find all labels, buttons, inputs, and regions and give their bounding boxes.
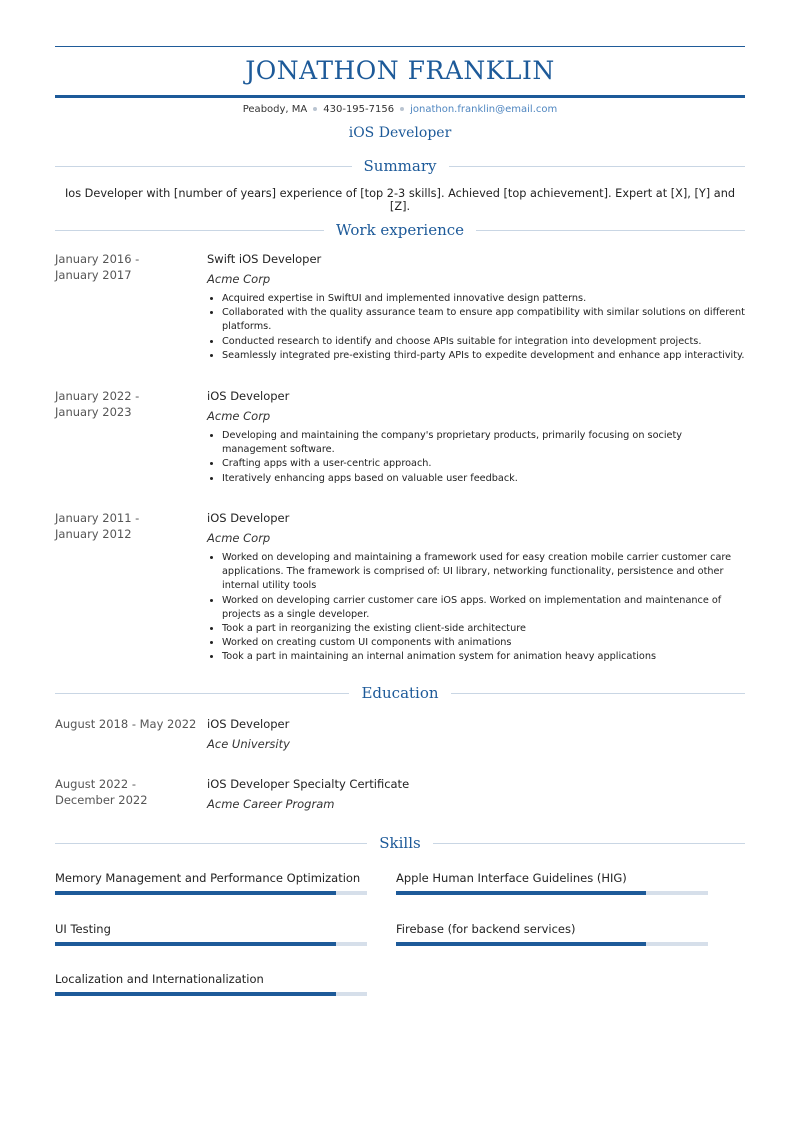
entry-company: Acme Corp: [207, 531, 271, 545]
contact-email-link[interactable]: jonathon.franklin@email.com: [410, 104, 558, 115]
skill-name: UI Testing: [55, 922, 111, 936]
section-title: Summary: [363, 157, 437, 175]
heading-rule-left: [55, 166, 352, 167]
section-title: Work experience: [335, 221, 465, 239]
bullet-item: • Acquired expertise in SwiftUI and implemented innovative design patterns.: [222, 292, 745, 306]
separator-dot: [313, 107, 317, 111]
entry-role: iOS Developer: [207, 389, 290, 403]
entry-bullets: [207, 551, 745, 665]
job-title: iOS Developer: [348, 125, 452, 141]
entry-date: [55, 251, 195, 283]
skill-item: [396, 870, 708, 895]
date-end: January 2017: [55, 268, 132, 282]
entry-bullets: [207, 292, 745, 363]
date-start: January 2011 -: [55, 511, 140, 525]
section-title: Education: [361, 684, 439, 702]
contact-phone: 430-195-7156: [323, 104, 395, 115]
heading-rule-right: [433, 843, 745, 844]
bullet-item: • Worked on developing carrier customer care iOS apps. Worked on implementation and maintenance of projects as a single developer.: [222, 594, 745, 622]
entry-body: [207, 510, 745, 665]
summary-section-heading: [55, 157, 745, 175]
skill-name: Firebase (for backend services): [396, 922, 576, 936]
entry-body: [207, 388, 745, 486]
bullet-item: • Took a part in reorganizing the existing client-side architecture: [222, 622, 745, 636]
skills-section-heading: [55, 834, 745, 852]
skill-item: [55, 870, 367, 895]
contact-line: [0, 104, 800, 115]
entry-body: [207, 776, 745, 812]
entry-role: Swift iOS Developer: [207, 252, 322, 266]
skill-level-fill: [55, 992, 336, 996]
entry-date: [55, 388, 195, 420]
bullet-item: • Collaborated with the quality assurance team to ensure app compatibility with similar solutions on different platforms.: [222, 306, 745, 334]
entry-body: [207, 251, 745, 363]
heading-rule-left: [55, 693, 349, 694]
skill-item: [55, 921, 367, 946]
entry-body: [207, 716, 745, 752]
summary-text: Ios Developer with [number of years] experience of [top 2-3 skills]. Achieved [top achievement]. Expert at [X], [Y] and [Z].: [64, 187, 736, 213]
skill-level-bar: [396, 942, 708, 946]
skill-level-bar: [55, 891, 367, 895]
date-start: January 2022 -: [55, 389, 140, 403]
entry-degree: iOS Developer: [207, 717, 290, 731]
skill-level-bar: [55, 992, 367, 996]
heading-rule-left: [55, 230, 324, 231]
separator-dot: [400, 107, 404, 111]
skill-name: Apple Human Interface Guidelines (HIG): [396, 871, 627, 885]
header-name-rule: [55, 95, 745, 98]
date-end: December 2022: [55, 793, 148, 807]
section-title: Skills: [379, 834, 421, 852]
skill-item: [396, 921, 708, 946]
entry-degree: iOS Developer Specialty Certificate: [207, 777, 410, 791]
heading-rule-right: [449, 166, 746, 167]
entry-company: Acme Corp: [207, 409, 271, 423]
entry-company: Acme Corp: [207, 272, 271, 286]
bullet-item: • Developing and maintaining the company's proprietary products, primarily focusing on society management software.: [222, 429, 745, 457]
skill-level-fill: [55, 942, 336, 946]
contact-location: Peabody, MA: [242, 104, 308, 115]
heading-rule-right: [476, 230, 745, 231]
bullet-item: • Worked on developing and maintaining a framework used for easy creation mobile carrier customer care applications. The framework is comprised of: UI library, networking functionality, persistence and other internal utility tools: [222, 551, 745, 594]
skill-name: Localization and Internationalization: [55, 972, 264, 986]
bullet-item: • Iteratively enhancing apps based on valuable user feedback.: [222, 472, 745, 486]
entry-date: [55, 776, 195, 808]
skill-name: Memory Management and Performance Optimization: [55, 871, 361, 885]
education-section-heading: [55, 684, 745, 702]
skill-level-fill: [55, 891, 336, 895]
work-section-heading: [55, 221, 745, 239]
entry-date: [55, 716, 205, 732]
entry-bullets: [207, 429, 745, 486]
heading-rule-right: [451, 693, 745, 694]
date-end: January 2023: [55, 405, 132, 419]
bullet-item: • Took a part in maintaining an internal animation system for animation heavy applications: [222, 650, 745, 664]
date-end: January 2012: [55, 527, 132, 541]
skill-level-fill: [396, 942, 646, 946]
date-start: August 2018 - May 2022: [55, 717, 197, 731]
date-start: January 2016 -: [55, 252, 140, 266]
skill-level-bar: [396, 891, 708, 895]
bullet-item: • Seamlessly integrated pre-existing third-party APIs to expedite development and enhance app interactivity.: [222, 349, 745, 363]
bullet-item: • Crafting apps with a user-centric approach.: [222, 457, 745, 471]
entry-role: iOS Developer: [207, 511, 290, 525]
date-start: August 2022 -: [55, 777, 136, 791]
bullet-item: • Worked on creating custom UI components with animations: [222, 636, 745, 650]
entry-school: Ace University: [207, 737, 290, 751]
entry-school: Acme Career Program: [207, 797, 335, 811]
entry-date: [55, 510, 195, 542]
bullet-item: • Conducted research to identify and choose APIs suitable for integration into development projects.: [222, 335, 745, 349]
candidate-name: JONATHON FRANKLIN: [245, 56, 555, 85]
skill-level-bar: [55, 942, 367, 946]
skill-item: [55, 971, 367, 996]
header-top-rule: [55, 46, 745, 47]
skill-level-fill: [396, 891, 646, 895]
heading-rule-left: [55, 843, 367, 844]
